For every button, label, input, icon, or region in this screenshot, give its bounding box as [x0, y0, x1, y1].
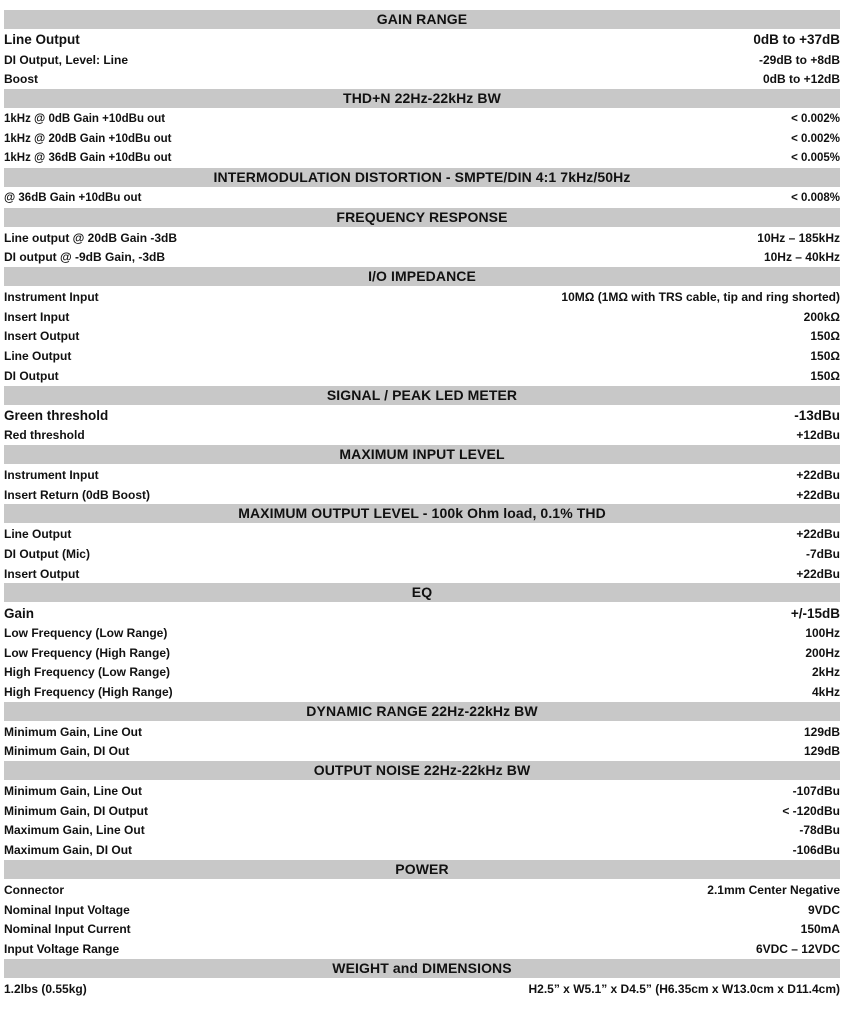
spec-label: DI Output (Mic)	[4, 546, 90, 561]
spec-label: Low Frequency (High Range)	[4, 645, 171, 660]
spec-value: < 0.005%	[791, 152, 840, 165]
spec-value: 150Ω	[810, 349, 840, 364]
spec-label: Maximum Gain, DI Out	[4, 843, 133, 858]
spec-row	[4, 109, 840, 129]
spec-section	[4, 10, 840, 89]
spec-value: -106dBu	[792, 843, 840, 858]
spec-value: +/-15dB	[790, 605, 840, 621]
spec-label: High Frequency (High Range)	[4, 685, 173, 700]
spec-value: 150Ω	[810, 329, 840, 344]
spec-label: Line output @ 20dB Gain -3dB	[4, 230, 178, 245]
spec-section	[4, 267, 840, 385]
spec-label: Insert Output	[4, 329, 80, 344]
spec-row	[4, 425, 840, 445]
spec-value: -78dBu	[799, 823, 840, 838]
spec-row	[4, 129, 840, 149]
spec-row	[4, 524, 840, 544]
spec-label: DI Output, Level: Line	[4, 52, 129, 67]
section-header: DYNAMIC RANGE 22Hz-22kHz BW	[4, 702, 840, 721]
spec-row	[4, 682, 840, 702]
spec-value: 6VDC – 12VDC	[755, 941, 840, 956]
spec-row	[4, 485, 840, 505]
spec-label: Low Frequency (Low Range)	[4, 625, 168, 640]
spec-row	[4, 50, 840, 70]
spec-row	[4, 880, 840, 900]
section-header: WEIGHT and DIMENSIONS	[4, 959, 840, 978]
spec-row	[4, 663, 840, 683]
spec-row	[4, 919, 840, 939]
section-header: MAXIMUM INPUT LEVEL	[4, 445, 840, 464]
spec-label: Boost	[4, 72, 38, 87]
spec-value: 100Hz	[805, 625, 840, 640]
spec-value: 150mA	[800, 922, 840, 937]
spec-value: 129dB	[803, 724, 840, 739]
spec-section	[4, 445, 840, 504]
spec-value: +22dBu	[796, 566, 840, 581]
spec-label: Insert Return (0dB Boost)	[4, 487, 151, 502]
spec-label: 1kHz @ 20dB Gain +10dBu out	[4, 132, 172, 145]
spec-label: Green threshold	[4, 407, 109, 423]
spec-value: -13dBu	[794, 407, 840, 423]
spec-row	[4, 564, 840, 584]
spec-row	[4, 465, 840, 485]
spec-row	[4, 228, 840, 248]
spec-label: Maximum Gain, Line Out	[4, 823, 145, 838]
section-header: EQ	[4, 583, 840, 602]
spec-row	[4, 544, 840, 564]
spec-label: 1kHz @ 36dB Gain +10dBu out	[4, 152, 172, 165]
spec-label: Nominal Input Current	[4, 922, 131, 937]
spec-label: Instrument Input	[4, 290, 99, 305]
spec-label: Minimum Gain, Line Out	[4, 724, 142, 739]
spec-row	[4, 287, 840, 307]
spec-row	[4, 722, 840, 742]
spec-row	[4, 900, 840, 920]
spec-value: 10Hz – 185kHz	[757, 230, 840, 245]
spec-row	[4, 327, 840, 347]
spec-section	[4, 208, 840, 267]
spec-value: 2.1mm Center Negative	[707, 882, 840, 897]
spec-label: Insert Input	[4, 309, 70, 324]
section-header: POWER	[4, 860, 840, 879]
spec-value: 9VDC	[807, 902, 840, 917]
spec-label: Gain	[4, 605, 35, 621]
spec-section	[4, 168, 840, 208]
spec-row	[4, 781, 840, 801]
spec-value: < 0.002%	[791, 132, 840, 145]
spec-label: Line Output	[4, 32, 80, 48]
spec-label: Line Output	[4, 527, 72, 542]
section-header: I/O IMPEDANCE	[4, 267, 840, 286]
spec-row	[4, 69, 840, 89]
spec-section	[4, 583, 840, 701]
spec-row	[4, 742, 840, 762]
spec-label: 1.2lbs (0.55kg)	[4, 981, 87, 996]
spec-row	[4, 801, 840, 821]
spec-value: -29dB to +8dB	[758, 52, 840, 67]
spec-value: < 0.008%	[791, 191, 840, 204]
spec-row	[4, 939, 840, 959]
spec-label: Line Output	[4, 349, 72, 364]
spec-value: +22dBu	[796, 527, 840, 542]
spec-label: Minimum Gain, Line Out	[4, 784, 142, 799]
spec-row	[4, 979, 840, 999]
spec-row	[4, 366, 840, 386]
spec-row	[4, 248, 840, 268]
spec-value: 4kHz	[811, 685, 840, 700]
spec-section	[4, 386, 840, 445]
spec-label: Input Voltage Range	[4, 941, 120, 956]
spec-value: 0dB to +12dB	[762, 72, 840, 87]
spec-row	[4, 30, 840, 50]
spec-section	[4, 761, 840, 860]
section-header: OUTPUT NOISE 22Hz-22kHz BW	[4, 761, 840, 780]
section-header: GAIN RANGE	[4, 10, 840, 29]
spec-value: < -120dBu	[782, 803, 840, 818]
spec-row	[4, 188, 840, 208]
spec-row	[4, 643, 840, 663]
section-header: FREQUENCY RESPONSE	[4, 208, 840, 227]
spec-label: High Frequency (Low Range)	[4, 665, 171, 680]
spec-label: Insert Output	[4, 566, 80, 581]
spec-value: 0dB to +37dB	[753, 32, 840, 48]
spec-row	[4, 623, 840, 643]
spec-section	[4, 89, 840, 168]
spec-value: 200kΩ	[803, 309, 840, 324]
spec-value: 150Ω	[810, 368, 840, 383]
spec-row	[4, 406, 840, 426]
spec-value: -7dBu	[806, 546, 840, 561]
section-header: MAXIMUM OUTPUT LEVEL - 100k Ohm load, 0.1% THD	[4, 504, 840, 523]
spec-label: DI output @ -9dB Gain, -3dB	[4, 250, 166, 265]
spec-row	[4, 148, 840, 168]
spec-label: Minimum Gain, DI Out	[4, 744, 130, 759]
spec-value: +22dBu	[796, 487, 840, 502]
spec-row	[4, 603, 840, 623]
spec-section	[4, 959, 840, 999]
spec-row	[4, 307, 840, 327]
spec-label: DI Output	[4, 368, 59, 383]
spec-sheet	[4, 10, 840, 998]
spec-value: +22dBu	[796, 467, 840, 482]
spec-value: +12dBu	[796, 428, 840, 443]
spec-label: @ 36dB Gain +10dBu out	[4, 191, 142, 204]
spec-row	[4, 346, 840, 366]
section-header: THD+N 22Hz-22kHz BW	[4, 89, 840, 108]
spec-value: -107dBu	[792, 784, 840, 799]
spec-row	[4, 840, 840, 860]
section-header: INTERMODULATION DISTORTION - SMPTE/DIN 4:1 7kHz/50Hz	[4, 168, 840, 187]
spec-value: 10MΩ (1MΩ with TRS cable, tip and ring shorted)	[561, 290, 840, 305]
spec-value: < 0.002%	[791, 112, 840, 125]
spec-value: 129dB	[803, 744, 840, 759]
spec-value: 10Hz – 40kHz	[763, 250, 840, 265]
spec-section	[4, 860, 840, 959]
spec-label: Nominal Input Voltage	[4, 902, 130, 917]
spec-label: 1kHz @ 0dB Gain +10dBu out	[4, 112, 166, 125]
section-header: SIGNAL / PEAK LED METER	[4, 386, 840, 405]
spec-label: Red threshold	[4, 428, 85, 443]
spec-value: 200Hz	[805, 645, 840, 660]
spec-label: Connector	[4, 882, 64, 897]
spec-label: Instrument Input	[4, 467, 99, 482]
spec-row	[4, 821, 840, 841]
spec-section	[4, 702, 840, 761]
spec-value: 2kHz	[811, 665, 840, 680]
spec-value: H2.5” x W5.1” x D4.5” (H6.35cm x W13.0cm x D11.4cm)	[528, 981, 840, 996]
spec-label: Minimum Gain, DI Output	[4, 803, 148, 818]
spec-section	[4, 504, 840, 583]
